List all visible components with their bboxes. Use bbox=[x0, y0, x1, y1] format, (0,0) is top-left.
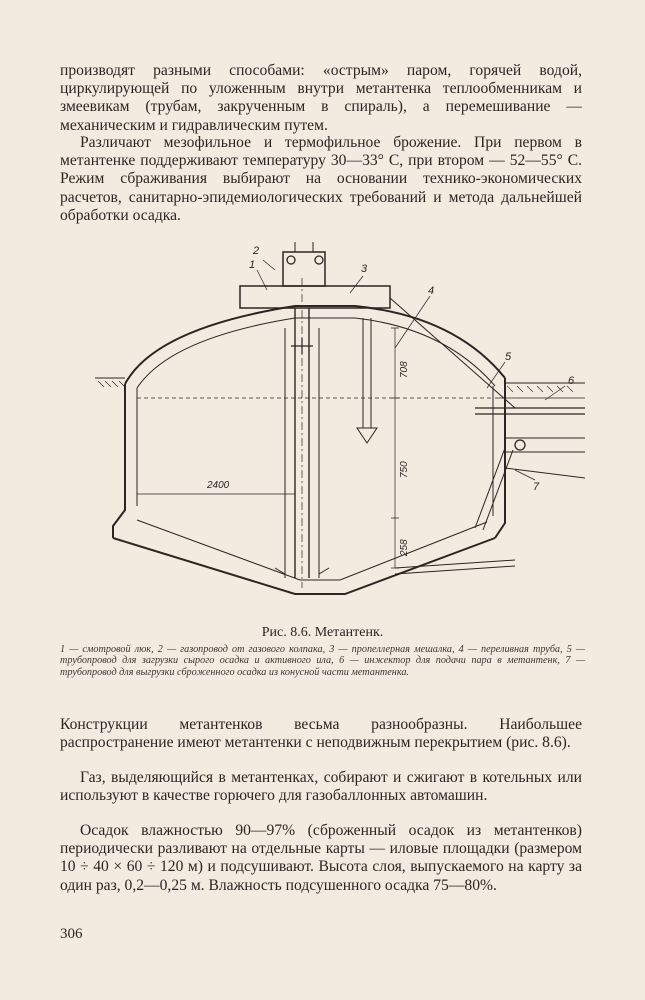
figure-legend: 1 — смотровой люк, 2 — газопровод от газового колпака, 3 — пропеллерная мешалка, 4 — переливная труба, 5 — трубопровод для загрузки сырого осадка и активного ила, 6 — инжектор для подачи пара в метантенк, 7 — трубопровод для выгрузки сброженного осадка из конусной части метантенка. bbox=[60, 644, 585, 678]
paragraph-constructions: Конструкции метантенков весьма разнообразны. Наибольшее распространение имеют метантенки с неподвижным перекрытием (рис. 8.6). bbox=[60, 716, 582, 752]
methane-tank-drawing bbox=[95, 238, 585, 620]
page-number: 306 bbox=[60, 926, 83, 942]
label-4: 4 bbox=[428, 285, 435, 297]
dimension-2400: 2400 bbox=[207, 480, 230, 491]
label-2: 2 bbox=[253, 245, 260, 257]
label-7: 7 bbox=[533, 481, 540, 493]
label-3: 3 bbox=[361, 263, 368, 275]
figure-caption: Рис. 8.6. Метантенк. bbox=[261, 625, 384, 640]
label-5: 5 bbox=[505, 351, 512, 363]
paragraph-sludge-drying: Осадок влажностью 90—97% (сброженный осадок из метантенков) периодически разливают на отдельные карты — иловые площадки (размером 10 ÷ 40 × 60 ÷ 120 м) и подсушивают. Высота слоя, выпускаемого на карту за один раз, 0,2—0,25 м. Влажность подсушенного осадка 75—80%. bbox=[60, 822, 582, 894]
dimension-708: 708 bbox=[399, 361, 410, 378]
figure-methane-tank bbox=[95, 238, 585, 620]
dimension-750: 750 bbox=[399, 461, 410, 478]
paragraph-heating-methods: производят разными способами: «острым» паром, горячей водой, циркулирующей по уложенным внутри метантенка теплообменникам и змеевикам (трубам, закрученным в спираль), а перемешивание — механическим и гидравлическим путем. bbox=[60, 62, 582, 134]
paragraph-fermentation-types: Различают мезофильное и термофильное брожение. При первом в метантенке поддерживают температуру 30—33° С, при втором — 52—55° С. Режим сбраживания выбирают на основании технико-экономических расчетов, санитарно-эпидемиологических требований и метода дальнейшей обработки осадка. bbox=[60, 134, 582, 224]
label-6: 6 bbox=[568, 375, 575, 387]
label-1: 1 bbox=[249, 259, 256, 271]
dimension-258: 258 bbox=[399, 539, 410, 556]
paragraph-gas-use: Газ, выделяющийся в метантенках, собирают и сжигают в котельных или используют в качестве горючего для газобаллонных автомашин. bbox=[60, 769, 582, 805]
